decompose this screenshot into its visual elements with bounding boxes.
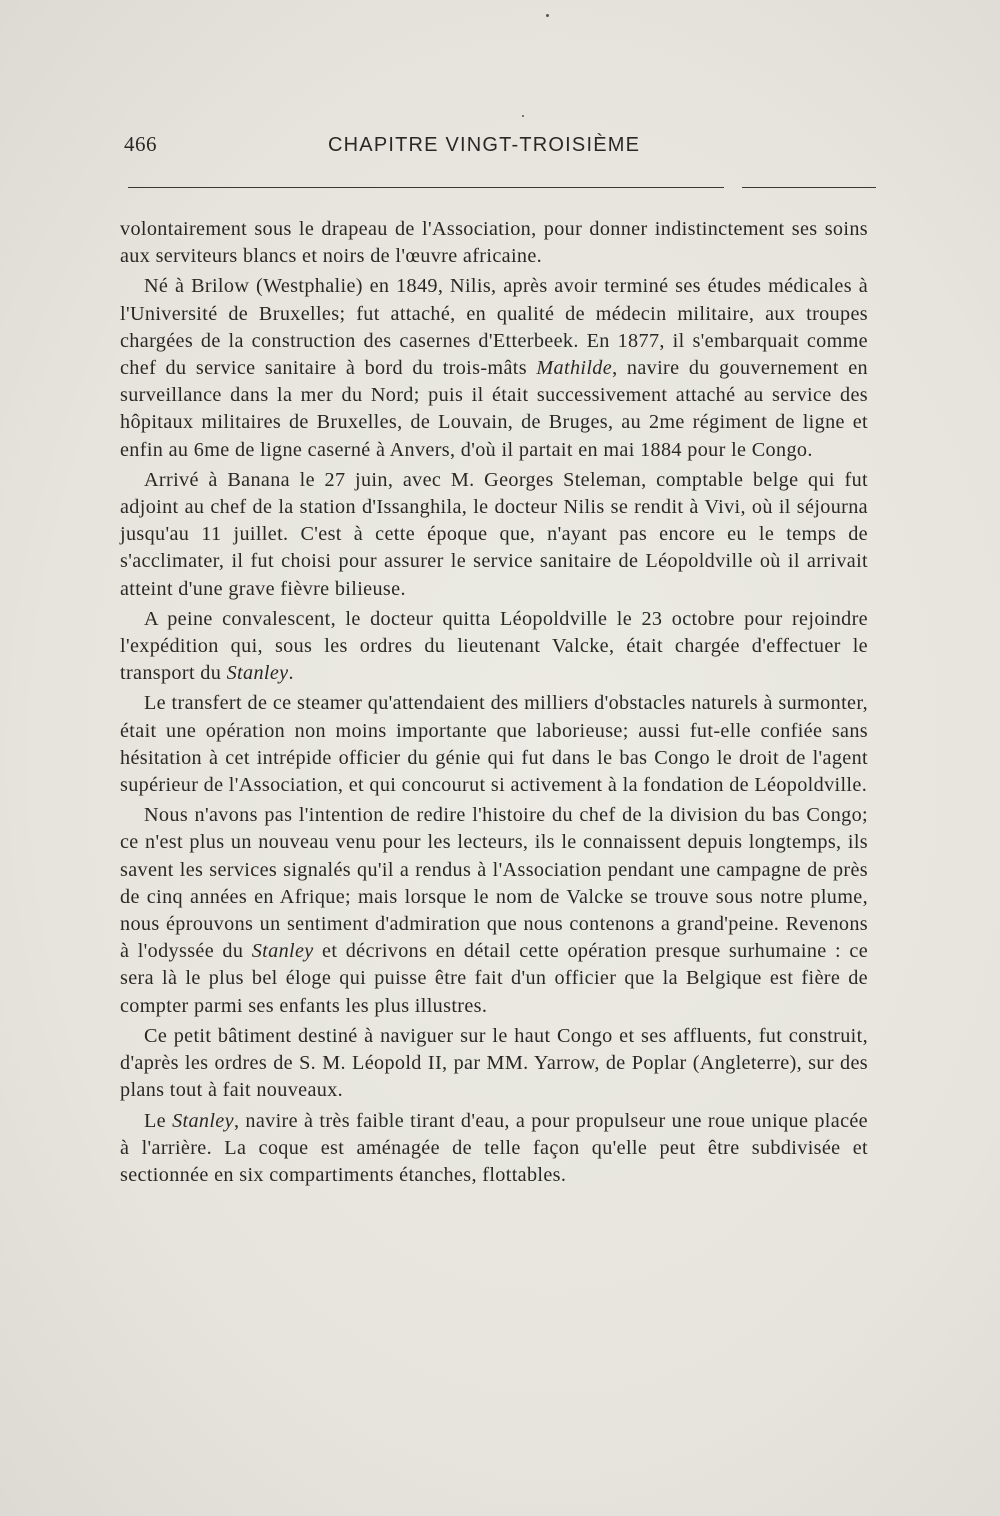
ship-name: Stanley [226, 662, 289, 685]
paragraph: Ce petit bâtiment destiné à naviguer sur le haut Congo et ses affluents, fut construit, d'après les ordres de S. M. Léopold II, par MM. Yarrow, de Poplar (Angleterre), sur des plans tout à fait nouveaux. [120, 1024, 868, 1102]
paragraph: Le Stanley, navire à très faible tirant d'eau, a pour propulseur une roue unique placée à l'arrière. La coque est aménagée de telle façon qu'elle peut être subdivisée et sectionnée en six compartiments étanches, flottables. [120, 1109, 868, 1186]
body-text [120, 216, 868, 1189]
page-number: 466 [124, 132, 157, 156]
paragraph: Né à Brilow (Westphalie) en 1849, Nilis, après avoir terminé ses études médicales à l'Université de Bruxelles; fut attaché, en qualité de médecin militaire, aux troupes chargées de la construction des casernes d'Etterbeek. En 1877, il s'embarquait comme chef du service sanitaire à bord du trois-mâts Mathilde, navire du gouvernement en surveillance dans la mer du Nord; puis il était successivement attaché au service des hôpitaux militaires de Bruxelles, de Louvain, de Bruges, au 2me régiment de ligne et enfin au 6me de ligne caserné à Anvers, d'où il partait en mai 1884 pour le Congo. [120, 275, 868, 461]
paragraph: Arrivé à Banana le 27 juin, avec M. Georges Steleman, comptable belge qui fut adjoint au chef de la station d'Issanghila, le docteur Nilis se rendit à Vivi, où il séjourna jusqu'au 11 juillet. C'est à cette époque que, n'ayant pas encore eu le temps de s'acclimater, il fut choisi pour assurer le service sanitaire de Léopoldville où il arrivait atteint d'une grave fièvre bilieuse. [120, 468, 868, 600]
paragraph: A peine convalescent, le docteur quitta Léopoldville le 23 octobre pour rejoindre l'expédition qui, sous les ordres du lieutenant Valcke, était chargée d'effectuer le transport du Stanley. [120, 607, 868, 685]
paper-speck [522, 115, 524, 117]
running-title: CHAPITRE VINGT-TROISIÈME [328, 134, 641, 156]
ship-name: Stanley [172, 1109, 234, 1132]
ship-name: Mathilde [536, 357, 613, 380]
ship-name: Stanley [251, 940, 314, 963]
paper-speck [546, 14, 549, 17]
header-rule [128, 187, 724, 188]
header-rule [742, 187, 876, 188]
page-header [124, 132, 876, 162]
paragraph: Nous n'avons pas l'intention de redire l'histoire du chef de la division du bas Congo; ce n'est plus un nouveau venu pour les lecteurs, ils le connaissent depuis longtemps, ils savent les services signalés qu'il a rendus à l'Association pendant une campagne de près de cinq années en Afrique; mais lorsque le nom de Valcke se trouve sous notre plume, nous éprouvons un sentiment d'admiration que nous contenons a grand'peine. Revenons à l'odyssée du Stanley et décrivons en détail cette opération presque surhumaine : ce sera là le plus bel éloge qui puisse être fait d'un officier que la Belgique est fière de compter parmi ses enfants les plus illustres. [120, 804, 868, 1017]
paragraph: volontairement sous le drapeau de l'Association, pour donner indistinctement ses soins aux serviteurs blancs et noirs de l'œuvre africaine. [120, 218, 868, 268]
paragraph: Le transfert de ce steamer qu'attendaient des milliers d'obstacles naturels à surmonter, était une opération non moins importante que laborieuse; aussi fut-elle confiée sans hésitation à cet intrépide officier du génie qui fut dans le bas Congo le droit de l'agent supérieur de l'Association, et qui concourut si activement à la fondation de Léopoldville. [120, 692, 868, 797]
